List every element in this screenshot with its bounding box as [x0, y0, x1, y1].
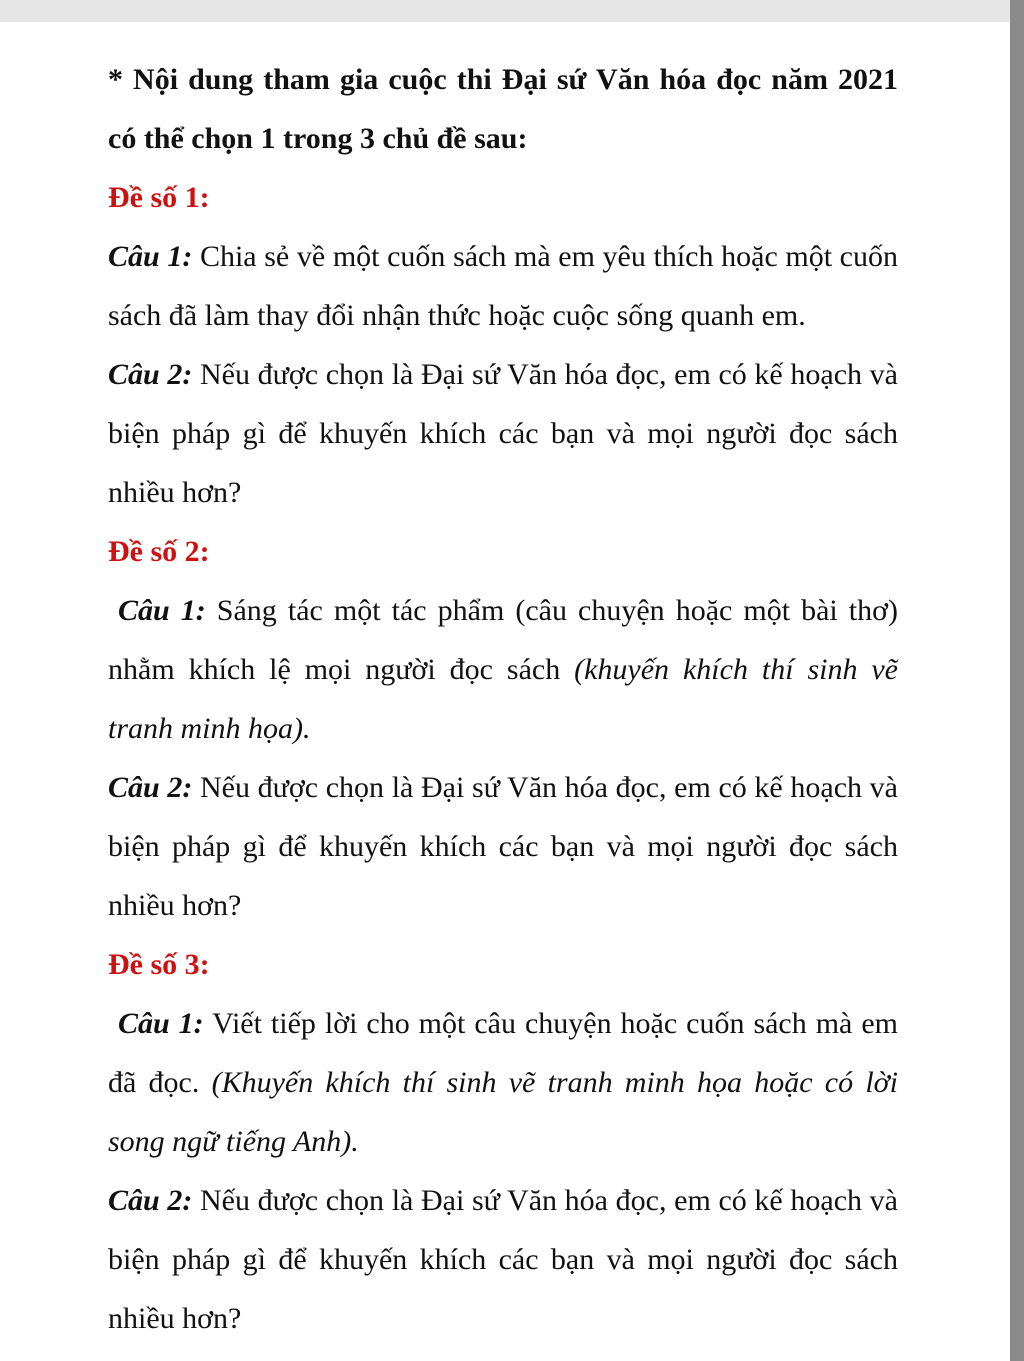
- topic-2-question-2: [108, 758, 898, 935]
- question-label: Câu 1:: [118, 594, 206, 627]
- question-text: Nếu được chọn là Đại sứ Văn hóa đọc, em có kế hoạch và biện pháp gì để khuyến khích các bạn và mọi người đọc sách nhiều hơn?: [108, 1184, 898, 1335]
- topic-1-question-1: [108, 227, 898, 345]
- viewer-edge: [1010, 0, 1024, 1361]
- question-text: Viết tiếp lời cho một câu chuyện hoặc cuốn sách mà em đã đọc.: [108, 1007, 898, 1099]
- question-text: Nếu được chọn là Đại sứ Văn hóa đọc, em có kế hoạch và biện pháp gì để khuyến khích các bạn và mọi người đọc sách nhiều hơn?: [108, 358, 898, 509]
- question-label: Câu 1:: [108, 240, 193, 273]
- question-label: Câu 2:: [108, 1184, 193, 1217]
- question-note: (khuyến khích thí sinh vẽ tranh minh họa).: [108, 653, 899, 745]
- question-note: (Khuyến khích thí sinh vẽ tranh minh họa hoặc có lời song ngữ tiếng Anh).: [108, 1066, 898, 1158]
- topic-3-question-1: [108, 994, 898, 1171]
- topic-3-heading: Đề số 3:: [108, 948, 210, 981]
- question-label: Câu 2:: [108, 771, 193, 804]
- document-content: [108, 50, 898, 1348]
- question-label: Câu 2:: [108, 358, 193, 391]
- topic-2-question-1: [108, 581, 898, 758]
- topic-1-heading: Đề số 1:: [108, 181, 210, 214]
- question-label: Câu 1:: [118, 1007, 204, 1040]
- topic-1-question-2: [108, 345, 898, 522]
- topic-3-question-2: [108, 1171, 898, 1348]
- topic-2-heading: Đề số 2:: [108, 535, 210, 568]
- question-text: Sáng tác một tác phẩm (câu chuyện hoặc một bài thơ) nhằm khích lệ mọi người đọc sách: [108, 594, 898, 686]
- question-text: Chia sẻ về một cuốn sách mà em yêu thích hoặc một cuốn sách đã làm thay đổi nhận thức hoặc cuộc sống quanh em.: [108, 240, 899, 332]
- intro-paragraph: * Nội dung tham gia cuộc thi Đại sứ Văn hóa đọc năm 2021 có thể chọn 1 trong 3 chủ đề sau:: [108, 63, 898, 155]
- question-text: Nếu được chọn là Đại sứ Văn hóa đọc, em có kế hoạch và biện pháp gì để khuyến khích các bạn và mọi người đọc sách nhiều hơn?: [108, 771, 898, 922]
